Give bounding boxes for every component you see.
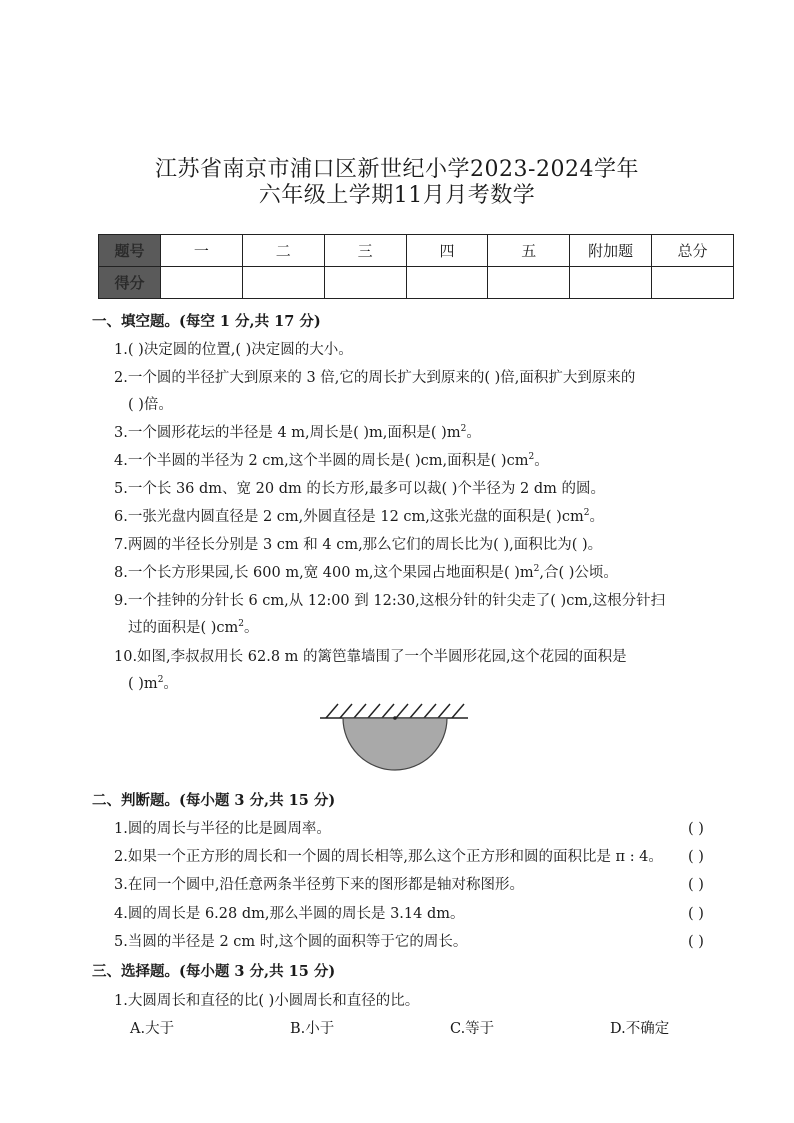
question-8-text: 8.一个长方形果园,长 600 m,宽 400 m,这个果园占地面积是( )m (114, 565, 534, 581)
question-4-end: 。 (534, 453, 549, 469)
question-4 (114, 451, 549, 471)
question-3 (114, 423, 481, 443)
choice-1-option-a[interactable]: A.大于 (130, 1021, 175, 1037)
choice-1: 1.大圆周长和直径的比( )小圆周长和直径的比。 (114, 993, 420, 1009)
score-cell: 总分 (652, 235, 734, 267)
question-9-line-1: 9.一个挂钟的分针长 6 cm,从 12:00 到 12:30,这根分针的针尖走了( )cm,这根分针扫 (114, 593, 666, 609)
score-cell: 得分 (99, 267, 161, 299)
question-3-text: 3.一个圆形花坛的半径是 4 m,周长是( )m,面积是( )m (114, 425, 461, 441)
choice-1-option-b[interactable]: B.小于 (290, 1021, 335, 1037)
judge-5: 5.当圆的半径是 2 cm 时,这个圆的面积等于它的周长。 (114, 934, 468, 950)
superscript: 2 (528, 452, 535, 463)
score-cell: 一 (161, 235, 243, 267)
score-table-header-row (99, 235, 734, 267)
score-cell: 附加题 (570, 235, 652, 267)
question-6-end: 。 (589, 509, 604, 525)
question-10-end: 。 (163, 676, 178, 692)
score-blank[interactable] (652, 267, 734, 299)
superscript: 2 (460, 424, 467, 435)
choice-1-option-d[interactable]: D.不确定 (610, 1021, 670, 1037)
score-table-score-row (99, 267, 734, 299)
title-line-1: 江苏省南京市浦口区新世纪小学2023-2024学年 (155, 157, 639, 182)
answer-paren[interactable]: ( ) (688, 849, 704, 865)
answer-paren[interactable]: ( ) (688, 906, 704, 922)
question-2-line-2: ( )倍。 (128, 397, 173, 413)
question-1: 1.( )决定圆的位置,( )决定圆的大小。 (114, 342, 353, 358)
score-blank[interactable] (406, 267, 488, 299)
answer-paren[interactable]: ( ) (688, 877, 704, 893)
score-blank[interactable] (161, 267, 243, 299)
score-blank[interactable] (324, 267, 406, 299)
score-blank[interactable] (570, 267, 652, 299)
score-cell: 三 (324, 235, 406, 267)
question-8-text-2: ,合( )公顷。 (539, 565, 618, 581)
score-cell: 五 (488, 235, 570, 267)
question-9-end: 。 (244, 620, 259, 636)
superscript: 2 (533, 564, 540, 575)
question-2-line-1: 2.一个圆的半径扩大到原来的 3 倍,它的周长扩大到原来的( )倍,面积扩大到原来的 (114, 370, 636, 386)
question-6 (114, 507, 604, 527)
score-cell: 二 (242, 235, 324, 267)
superscript: 2 (157, 675, 164, 686)
answer-paren[interactable]: ( ) (688, 821, 704, 837)
question-9-text-2: 过的面积是( )cm (128, 620, 239, 636)
judge-2: 2.如果一个正方形的周长和一个圆的周长相等,那么这个正方形和圆的面积比是 π : 4。 (114, 849, 663, 865)
question-10-text-2: ( )m (128, 676, 158, 692)
answer-paren[interactable]: ( ) (688, 934, 704, 950)
question-7: 7.两圆的半径长分别是 3 cm 和 4 cm,那么它们的周长比为( ),面积比为( )。 (114, 537, 603, 553)
choice-1-option-c[interactable]: C.等于 (450, 1021, 495, 1037)
question-9-line-2 (128, 618, 259, 638)
judge-1: 1.圆的周长与半径的比是圆周率。 (114, 821, 331, 837)
score-blank[interactable] (488, 267, 570, 299)
section-2-heading: 二、判断题。(每小题 3 分,共 15 分) (92, 792, 336, 809)
question-4-text: 4.一个半圆的半径为 2 cm,这个半圆的周长是( )cm,面积是( )cm (114, 453, 529, 469)
score-cell: 题号 (99, 235, 161, 267)
superscript: 2 (583, 508, 590, 519)
question-5: 5.一个长 36 dm、宽 20 dm 的长方形,最多可以裁( )个半径为 2 dm 的圆。 (114, 481, 605, 497)
question-8 (114, 563, 618, 583)
judge-4: 4.圆的周长是 6.28 dm,那么半圆的周长是 3.14 dm。 (114, 906, 465, 922)
section-1-heading: 一、填空题。(每空 1 分,共 17 分) (92, 313, 321, 330)
superscript: 2 (238, 619, 245, 630)
score-blank[interactable] (242, 267, 324, 299)
score-table (98, 234, 734, 299)
question-10-line-2 (128, 674, 178, 694)
semicircle-garden-figure (318, 700, 470, 780)
question-3-end: 。 (466, 425, 481, 441)
score-cell: 四 (406, 235, 488, 267)
title-line-2: 六年级上学期11月月考数学 (258, 183, 536, 208)
question-10-line-1: 10.如图,李叔叔用长 62.8 m 的篱笆靠墙围了一个半圆形花园,这个花园的面积是 (114, 649, 627, 665)
question-6-text: 6.一张光盘内圆直径是 2 cm,外圆直径是 12 cm,这张光盘的面积是( )cm (114, 509, 584, 525)
section-3-heading: 三、选择题。(每小题 3 分,共 15 分) (92, 963, 336, 980)
judge-3: 3.在同一个圆中,沿任意两条半径剪下来的图形都是轴对称图形。 (114, 877, 524, 893)
